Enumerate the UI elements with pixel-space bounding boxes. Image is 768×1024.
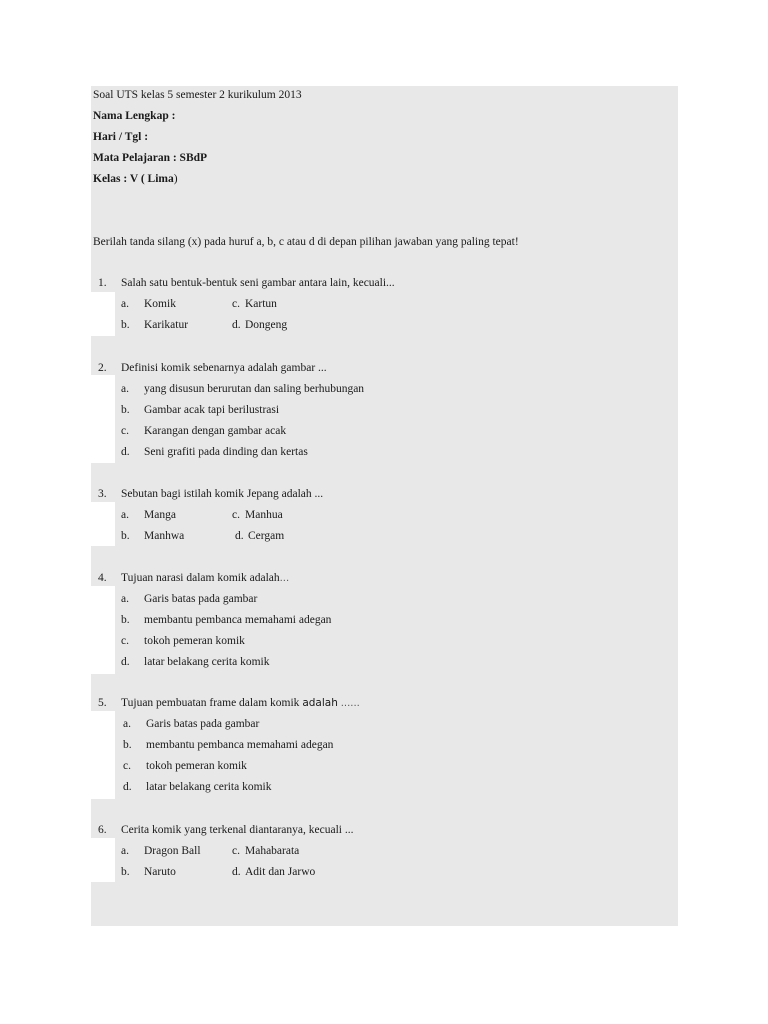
class-label-close: ) <box>173 173 178 185</box>
option-text: Dragon Ball <box>144 845 201 857</box>
option-text: Garis batas pada gambar <box>146 718 260 730</box>
option-text: Seni grafiti pada dinding dan kertas <box>144 446 308 458</box>
question-text-mid: adalah <box>302 697 338 709</box>
option-text: Karikatur <box>144 319 189 331</box>
option-letter: a. <box>121 509 129 521</box>
option-letter: d. <box>232 319 241 331</box>
option-letter: d. <box>235 530 244 542</box>
option-letter: a. <box>121 845 129 857</box>
option-letter: a. <box>121 383 129 395</box>
option-text: tokoh pemeran komik <box>144 635 245 647</box>
instruction-text: Berilah tanda silang (x) pada huruf a, b, c atau d di depan pilihan jawaban yang paling tepat! <box>93 236 519 248</box>
option-letter: b. <box>121 530 130 542</box>
option-text: latar belakang cerita komik <box>146 781 272 793</box>
option-letter: d. <box>123 781 132 793</box>
option-text: Garis batas pada gambar <box>144 593 258 605</box>
question-text: Salah satu bentuk-bentuk seni gambar antara lain, kecuali... <box>121 277 395 289</box>
option-text: membantu pembanca memahami adegan <box>146 739 334 751</box>
name-label: Nama Lengkap : <box>93 110 176 122</box>
option-letter: a. <box>121 593 129 605</box>
question-text <box>121 696 360 711</box>
question-text-dots: ...... <box>340 698 360 709</box>
option-text: Komik <box>144 298 176 310</box>
option-letter: a. <box>121 298 129 310</box>
option-letter: c. <box>121 425 129 437</box>
document-title: Soal UTS kelas 5 semester 2 kurikulum 2013 <box>93 89 302 101</box>
option-letter: b. <box>121 614 130 626</box>
option-letter: b. <box>123 739 132 751</box>
option-text: Cergam <box>248 530 285 542</box>
class-label <box>93 172 178 186</box>
question-text: Sebutan bagi istilah komik Jepang adalah ... <box>121 488 324 500</box>
option-text: Manga <box>144 509 176 521</box>
question-text-main: Tujuan pembuatan frame dalam komik <box>121 697 300 709</box>
option-text: membantu pembanca memahami adegan <box>144 614 332 626</box>
class-label-text: Kelas : V ( Lima <box>93 173 174 185</box>
question-number: 6. <box>98 824 107 836</box>
question-text-main: Tujuan narasi dalam komik adalah <box>121 572 280 584</box>
question-number: 4. <box>98 572 107 584</box>
question-text: Definisi komik sebenarnya adalah gambar ... <box>121 362 327 374</box>
question-text <box>121 571 289 586</box>
question-number: 1. <box>98 277 107 289</box>
date-label: Hari / Tgl : <box>93 131 149 143</box>
option-letter: b. <box>121 319 130 331</box>
option-text: Adit dan Jarwo <box>245 866 316 878</box>
option-text: Mahabarata <box>245 845 300 857</box>
option-text: Kartun <box>245 298 277 310</box>
option-text: Manhua <box>245 509 283 521</box>
option-text: Manhwa <box>144 530 185 542</box>
option-text: Gambar acak tapi berilustrasi <box>144 404 280 416</box>
option-text: Naruto <box>144 866 176 878</box>
question-text-dots: ... <box>279 573 290 584</box>
option-text: Karangan dengan gambar acak <box>144 425 287 437</box>
option-letter: c. <box>121 635 129 647</box>
option-text: yang disusun berurutan dan saling berhubungan <box>144 383 365 395</box>
option-text: tokoh pemeran komik <box>146 760 247 772</box>
subject-label: Mata Pelajaran : SBdP <box>93 152 208 164</box>
option-letter: b. <box>121 404 130 416</box>
option-letter: d. <box>232 866 241 878</box>
option-letter: c. <box>232 845 240 857</box>
question-number: 5. <box>98 697 107 709</box>
option-letter: d. <box>121 446 130 458</box>
option-text: Dongeng <box>245 319 288 331</box>
option-letter: a. <box>123 718 131 730</box>
question-text: Cerita komik yang terkenal diantaranya, kecuali ... <box>121 824 354 836</box>
option-letter: c. <box>232 509 240 521</box>
question-number: 3. <box>98 488 107 500</box>
option-text: latar belakang cerita komik <box>144 656 270 668</box>
option-letter: b. <box>121 866 130 878</box>
option-letter: c. <box>123 760 131 772</box>
option-letter: d. <box>121 656 130 668</box>
option-letter: c. <box>232 298 240 310</box>
question-number: 2. <box>98 362 107 374</box>
